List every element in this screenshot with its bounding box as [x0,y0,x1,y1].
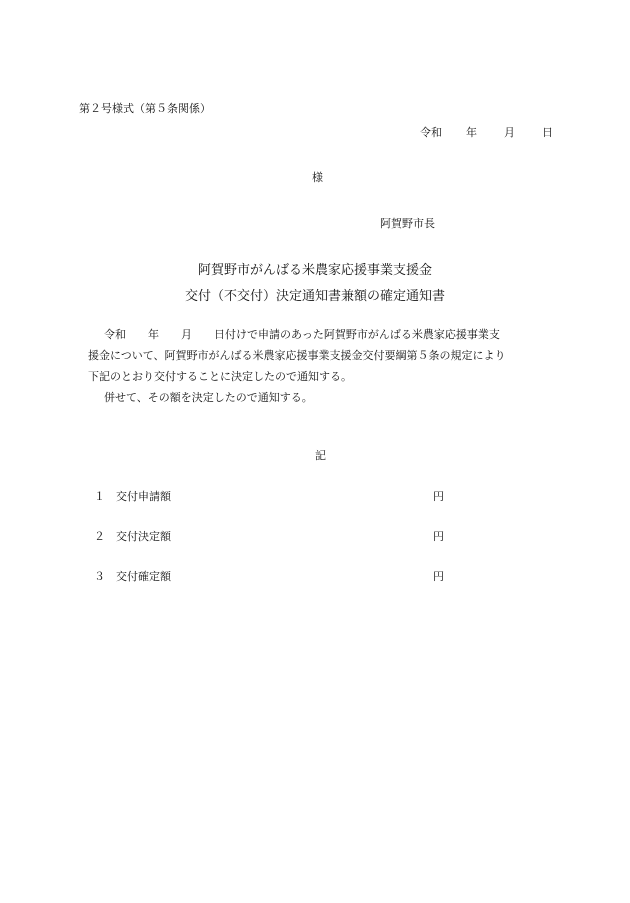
date-year: 年 [466,126,477,139]
item-label: 交付決定額 [116,530,171,543]
body-line-2: 援金について、阿賀野市がんばる米農家応援事業支援金交付要綱第５条の規定により [88,349,506,362]
date-day: 日 [542,126,553,139]
date-line [420,124,553,140]
item-number: ２ [94,530,105,543]
item-label: 交付確定額 [116,570,171,583]
item-unit: 円 [433,490,444,503]
body-line-4: 併せて、その額を決定したので通知する。 [104,391,313,404]
item-row [94,568,171,584]
item-number: １ [94,490,105,503]
item-unit: 円 [433,530,444,543]
document-title-line2: 交付（不交付）決定通知書兼額の確定通知書 [184,289,445,304]
item-unit: 円 [433,570,444,583]
date-month: 月 [504,126,515,139]
item-row [94,488,171,504]
item-number: ３ [94,570,105,583]
date-era: 令和 [420,126,442,139]
document-title-line1: 阿賀野市がんばる米農家応援事業支援金 [197,263,432,278]
sender-name: 阿賀野市長 [380,217,435,230]
form-number: 第２号様式（第５条関係） [79,102,211,115]
notes-heading: 記 [315,449,326,462]
item-row [94,528,171,544]
item-label: 交付申請額 [116,490,171,503]
body-line-1: 令和 年 月 日付けで申請のあった阿賀野市がんばる米農家応援事業支 [104,328,500,341]
body-line-3: 下記のとおり交付することに決定したので通知する。 [88,370,352,383]
addressee-suffix: 様 [312,171,323,184]
